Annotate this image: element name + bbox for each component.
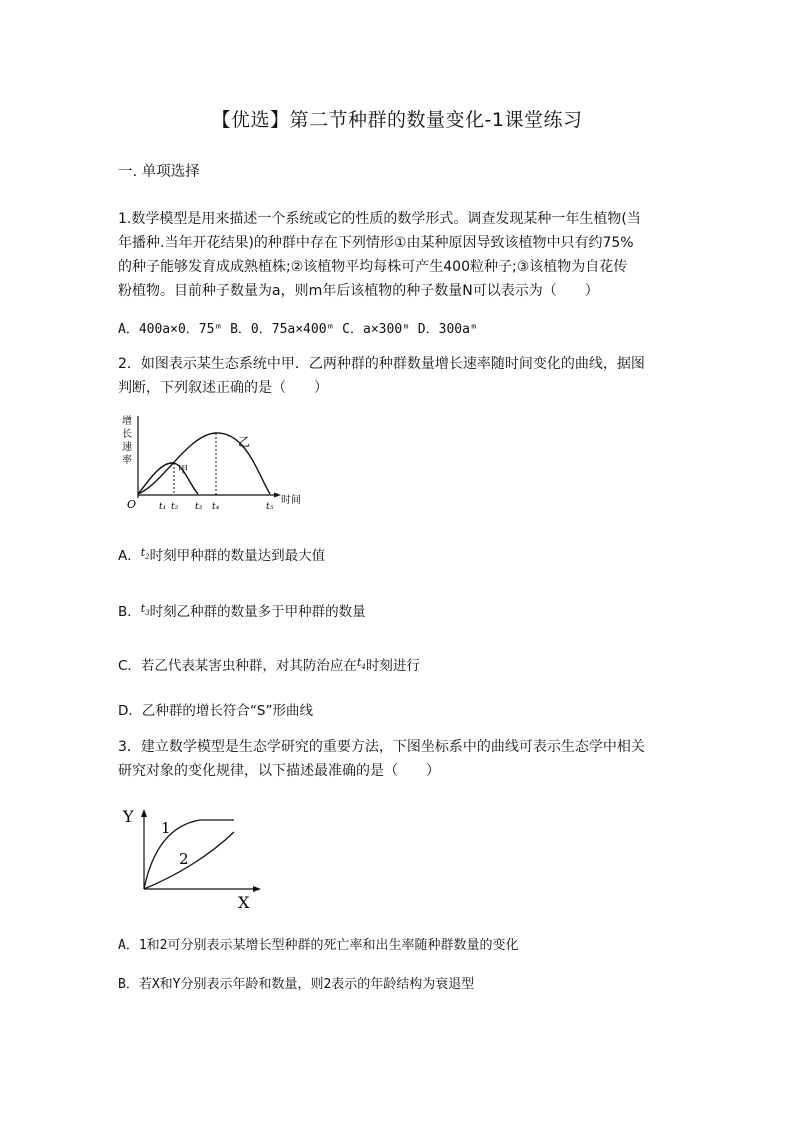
tick-label-t1: t₁: [159, 502, 167, 512]
question-1-line: 粉植物。目前种子数量为a，则m年后该植物的种子数量N可以表示为（ ）: [118, 283, 599, 299]
tick-label-t2: t₂: [171, 502, 179, 512]
tick-label-t3: t₃: [195, 502, 203, 512]
question-1-options: A．400a×0．75ᵐ B．0．75a×400ᵐ C．a×300ᵐ D．300aᵐ: [118, 322, 478, 337]
ylabel-char: 速: [122, 442, 132, 453]
series-curve-yi: [138, 433, 270, 494]
series-label-yi: 乙: [238, 435, 251, 449]
x-axis-arrow: [253, 886, 261, 892]
curve-2-label: 2: [179, 850, 189, 868]
section-heading: 一. 单项选择: [118, 164, 200, 180]
question-1: [118, 207, 683, 303]
ylabel-char: 长: [122, 429, 132, 440]
xy-curve-figure: [118, 800, 268, 915]
y-axis-label: Y: [123, 807, 134, 826]
ylabel-char: 增: [122, 416, 132, 427]
question-2-line: 判断，下列叙述正确的是（ ）: [118, 380, 328, 396]
question-2-line: 2．如图表示某生态系统中甲．乙两种群的种群数量增长速率随时间变化的曲线，据图: [118, 356, 645, 372]
x-tick-labels: [159, 502, 274, 512]
origin-label: O: [127, 498, 137, 511]
y-axis-arrow: [141, 809, 147, 817]
question-3-line: 3．建立数学模型是生态学研究的重要方法，下图坐标系中的曲线可表示生态学中相关: [118, 739, 645, 755]
question-3-option-b: B．若X和Y分别表示年龄和数量，则2表示的年龄结构为衰退型: [118, 977, 475, 992]
ylabel-char: 率: [122, 455, 132, 466]
tick-label-t4: t₄: [212, 502, 220, 512]
question-2-option-a: A．$^{t_2}$时刻甲种群的数量达到最大值: [118, 546, 326, 564]
x-axis-label: X: [238, 893, 250, 912]
tick-label-t5: t₅: [266, 502, 274, 512]
question-3: [118, 735, 683, 783]
question-2-option-b: B．$^{t_3}$时刻乙种群的数量多于甲种群的数量: [118, 602, 366, 620]
curve-2: [144, 832, 234, 889]
page-title: 【优选】第二节种群的数量变化-1课堂练习: [211, 109, 583, 131]
curve-1-label: 1: [161, 819, 171, 837]
curve-1: [144, 820, 234, 889]
figure-ylabel: [122, 414, 132, 466]
question-2-option-c: C．若乙代表某害虫种群，对其防治应在$^{t_4}$时刻进行: [118, 656, 420, 674]
question-3-option-a: A．1和2可分别表示某增长型种群的死亡率和出生率随种群数量的变化: [118, 938, 519, 953]
question-1-line: 1.数学模型是用来描述一个系统或它的性质的数学形式。调查发现某种一年生植物(当: [118, 211, 641, 227]
series-label-jia: 甲: [178, 465, 188, 476]
question-1-line: 的种子能够发育成成熟植株;②该植物平均每株可产生400粒种子;③该植物为自花传: [118, 259, 628, 275]
x-axis-arrow: [274, 493, 281, 498]
growth-rate-figure: [118, 412, 314, 518]
question-2: [118, 352, 683, 400]
x-axis-label: 时间: [281, 495, 301, 506]
question-1-line: 年播种.当年开花结果)的种群中存在下列情形①由某种原因导致该植物中只有约75%: [118, 235, 634, 251]
question-3-line: 研究对象的变化规律，以下描述最准确的是（ ）: [118, 763, 440, 779]
question-2-option-d: D．乙种群的增长符合“S”形曲线: [118, 703, 313, 719]
